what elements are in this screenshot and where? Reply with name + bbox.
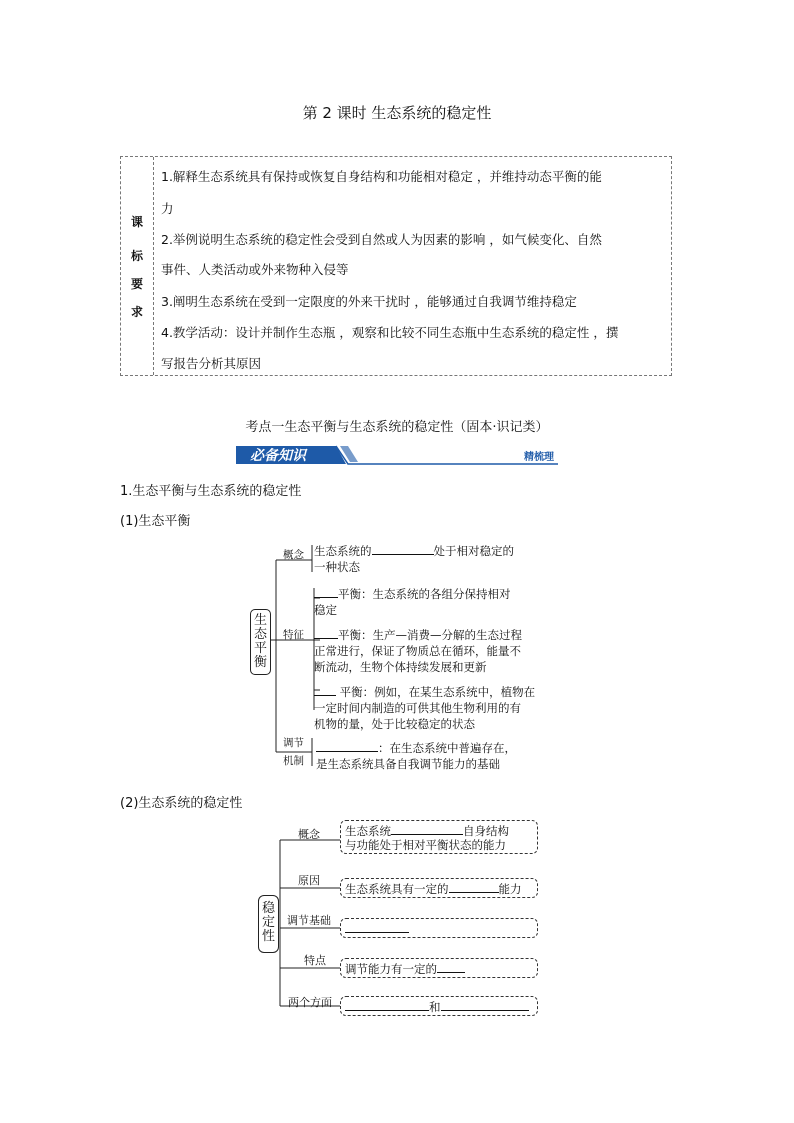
tag-regulation-2: 机制 (283, 755, 304, 767)
requirements-label-column (121, 157, 154, 375)
feature-3-line-3: 机物的量，处于比较稳定的状态 (314, 717, 475, 731)
fill-blank (372, 543, 434, 555)
concept-text-b: 处于相对稳定的 (433, 544, 514, 558)
fill-blank (391, 823, 463, 835)
regulation-text-a: ：在生态系统中普遍存在， (378, 741, 516, 755)
label-char: 要 (130, 277, 143, 291)
label-char: 标 (130, 249, 143, 263)
heading-1-2: (2)生态系统的稳定性 (120, 796, 243, 811)
feature-3-text: 平衡：例如，在某生态系统中，植物在 (336, 685, 536, 699)
fill-blank (314, 586, 338, 598)
requirement-line: 写报告分析其原因 (161, 356, 262, 371)
requirement-line: 力 (161, 201, 174, 216)
concept-box-text-b: 自身结构 (463, 824, 509, 838)
fill-blank (314, 627, 338, 639)
fill-blank (314, 684, 336, 696)
requirement-line: 4.教学活动：设计并制作生态瓶 ，观察和比较不同生态瓶中生态系统的稳定性 ，撰 (161, 325, 619, 340)
feature-2-line-1 (314, 627, 522, 643)
regulation-line-1 (316, 740, 516, 756)
heading-1: 1.生态平衡与生态系统的稳定性 (120, 484, 302, 499)
feature-2-text: 平衡：生产—消费—分解的生态过程 (338, 628, 522, 642)
feature-3-line-1 (314, 684, 535, 700)
fill-blank (316, 740, 378, 752)
requirement-line: 1.解释生态系统具有保持或恢复自身结构和功能相对稳定 ，并维持动态平衡的能 (161, 169, 602, 184)
requirement-line: 事件、人类活动或外来物种入侵等 (161, 262, 349, 277)
feature-1-text: 平衡：生态系统的各组分保持相对 (338, 587, 511, 601)
tag-regulation-1: 调节 (283, 737, 304, 749)
label-char: 求 (130, 305, 143, 319)
diagram2-root-box (258, 895, 279, 953)
fill-blank (441, 999, 529, 1011)
concept-box (340, 820, 538, 854)
root-char: 态 (253, 627, 267, 642)
root-char: 平 (253, 641, 267, 656)
requirement-line: 2.举例说明生态系统的稳定性会受到自然或人为因素的影响 ，如气候变化、自然 (161, 232, 602, 247)
feature-2-line-3: 断流动，生物个体持续发展和更新 (314, 660, 487, 674)
feature-box-text: 调节能力有一定的 (345, 962, 437, 976)
tag-aspects: 两个方面 (288, 996, 332, 1009)
banner-right-label: 精梳理 (524, 452, 554, 463)
feature-2-line-2: 正常进行，保证了物质总在循环，能量不 (314, 644, 521, 658)
reason-text-a: 生态系统具有一定的 (345, 882, 449, 896)
fill-blank (345, 999, 429, 1011)
tag-reason: 原因 (298, 874, 320, 887)
diagram1-root-box (250, 609, 271, 675)
concept-text-a: 生态系统的 (314, 544, 372, 558)
concept-line-2: 一种状态 (314, 560, 360, 574)
label-char: 课 (130, 215, 143, 229)
root-char: 衡 (253, 655, 267, 670)
page-title: 第 2 课时 生态系统的稳定性 (302, 104, 492, 122)
root-char: 稳 (261, 901, 275, 916)
tag-basis: 调节基础 (287, 914, 331, 927)
feature-box (340, 958, 538, 978)
feature-1-line-1 (314, 586, 511, 602)
aspects-box (340, 996, 538, 1016)
root-char: 生 (253, 613, 267, 628)
root-char: 定 (261, 915, 275, 930)
basis-box (340, 918, 538, 938)
aspects-and: 和 (429, 1000, 441, 1014)
curriculum-requirements-table (120, 156, 672, 376)
heading-1-1: (1)生态平衡 (120, 514, 191, 529)
fill-blank (437, 961, 465, 973)
section-title: 考点一生态平衡与生态系统的稳定性（固本·识记类） (245, 420, 549, 435)
fill-blank (345, 921, 409, 933)
concept-box-line-2: 与功能处于相对平衡状态的能力 (345, 838, 506, 852)
tag-concept: 概念 (283, 549, 304, 561)
fill-blank (449, 881, 499, 893)
feature-3-line-2: 一定时间内制造的可供其他生物利用的有 (314, 701, 521, 715)
reason-box (340, 878, 538, 898)
banner-label: 必备知识 (250, 448, 306, 464)
concept-box-text-a: 生态系统 (345, 824, 391, 838)
regulation-line-2: 是生态系统具备自我调节能力的基础 (316, 757, 500, 771)
root-char: 性 (261, 929, 275, 944)
reason-text-b: 能力 (498, 882, 522, 896)
concept-line-1 (314, 543, 514, 559)
tag-concept-2: 概念 (298, 828, 320, 841)
tag-feature: 特征 (283, 629, 304, 641)
requirement-line: 3.阐明生态系统在受到一定限度的外来干扰时 ，能够通过自我调节维持稳定 (161, 294, 577, 309)
feature-1-line-2: 稳定 (314, 603, 337, 617)
concept-box-line-1 (345, 823, 533, 838)
banner (236, 444, 558, 466)
tag-feature-2: 特点 (304, 954, 326, 967)
